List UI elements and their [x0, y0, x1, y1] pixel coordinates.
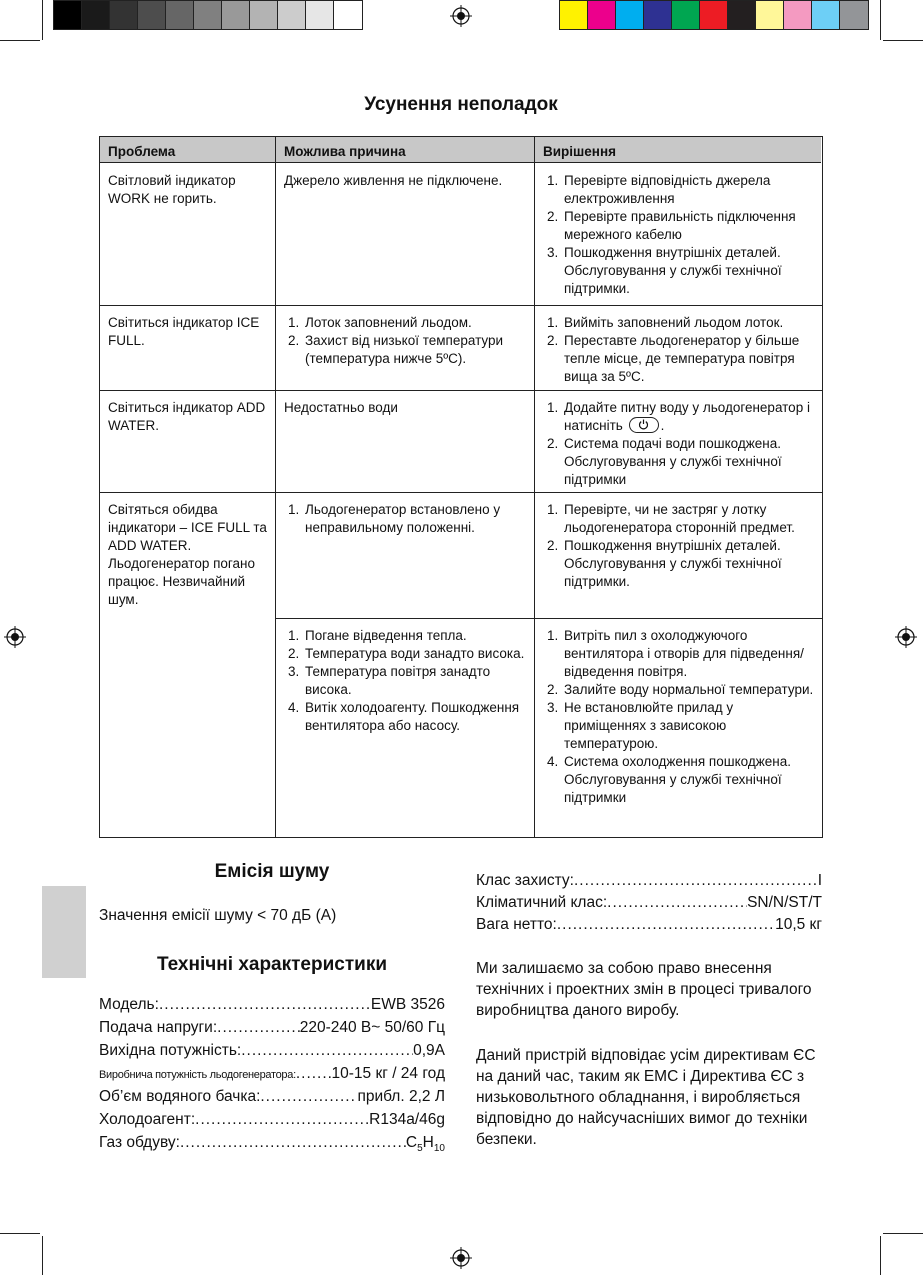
- spec-value: I: [817, 872, 822, 889]
- spec-label: Газ обдуву:: [99, 1134, 180, 1151]
- row4-causes-b: [276, 623, 534, 735]
- spec-value: $C_5H_{10}$: [405, 1134, 445, 1155]
- list-item: 2. Система подачі води пошкоджена. Обслуговування у службі технічної підтримки: [562, 435, 815, 489]
- list-item: 2. Пошкодження внутрішніх деталей. Обслуговування у службі технічної підтримки.: [562, 537, 815, 591]
- color-swatch-strip: [559, 0, 869, 30]
- list-item: 1. Витріть пил з охолоджуючого вентилятора і отворів для підведення/відведення повітря.: [562, 627, 815, 681]
- changes-note: Ми залишаємо за собою право внесення технічних і проектних змін в процесі тривалого виробництва даного виробу.: [476, 960, 812, 1019]
- list-item: 1. Льодогенератор встановлено у неправильному положенні.: [303, 501, 526, 537]
- row4-solutions-a: [535, 497, 823, 591]
- color-swatch: [250, 1, 278, 29]
- spec-label: Вага нетто:: [476, 916, 557, 933]
- registration-mark-icon: [450, 1247, 472, 1269]
- row4-problem: Світяться обидва індикатори – ICE FULL та ADD WATER. Льодогенератор погано працює. Незвичайний шум.: [108, 502, 267, 607]
- row1-cause: Джерело живлення не підключене.: [284, 173, 503, 188]
- row1-problem: Світловий індикатор WORK не горить.: [108, 173, 236, 206]
- spec-tank: [99, 1088, 445, 1110]
- list-item: 3. Не встановлюйте прилад у приміщеннях з зависокою температурою.: [562, 699, 815, 753]
- crop-mark: [42, 1236, 43, 1275]
- crop-mark: [42, 0, 43, 40]
- header-cause: Можлива причина: [276, 137, 535, 163]
- list-item: 1. Лоток заповнений льодом.: [303, 314, 526, 332]
- compliance-note: Даний пристрій відповідає усім директивам ЄС на даний час, таким як EMC і Директива ЄС з низьковольтного обладнання, і виробляється відповідно до найсучасніших вимог до техніки безпеки.: [476, 1047, 816, 1148]
- grayscale-swatch-strip: [53, 0, 363, 30]
- spec-value: 10-15 кг / 24 год: [331, 1065, 445, 1082]
- row2-problem: Світиться індикатор ICE FULL.: [108, 315, 260, 348]
- spec-label: Подача напруги:: [99, 1019, 218, 1036]
- color-swatch: [784, 1, 812, 29]
- specs-title: Технічні характеристики: [156, 954, 388, 975]
- color-swatch: [138, 1, 166, 29]
- list-item: 4. Витік холодоагенту. Пошкодження вентилятора або насосу.: [303, 699, 526, 735]
- color-swatch: [166, 1, 194, 29]
- spec-value: EWB 3526: [370, 996, 445, 1013]
- spec-label: Клас захисту:: [476, 872, 574, 889]
- crop-mark: [880, 1236, 881, 1275]
- color-swatch: [110, 1, 138, 29]
- list-item: 3. Температура повітря занадто висока.: [303, 663, 526, 699]
- power-button-icon: [629, 417, 659, 433]
- spec-capacity: [99, 1065, 445, 1087]
- row2-causes: [276, 310, 534, 368]
- header-solution: Вирішення: [535, 137, 821, 163]
- spec-label: Модель:: [99, 996, 159, 1013]
- color-swatch: [700, 1, 728, 29]
- registration-mark-icon: [895, 626, 917, 648]
- spec-value: 10,5 кг: [775, 916, 822, 933]
- spec-value: прибл. 2,2 Л: [357, 1088, 445, 1105]
- crop-mark: [883, 40, 923, 41]
- crop-mark: [880, 0, 881, 40]
- spec-gas: [99, 1134, 445, 1160]
- row4-solutions-b: [535, 623, 823, 807]
- row4-causes-a: [276, 497, 534, 537]
- color-swatch: [840, 1, 868, 29]
- crop-mark: [0, 1233, 40, 1234]
- spec-label: Виробнича потужність льодогенератора:: [99, 1069, 296, 1081]
- troubleshooting-title: Усунення неполадок: [364, 94, 558, 115]
- solution-text: Додайте питну воду у льодогенератор і натисніть: [564, 400, 810, 433]
- list-item: 2. Перевірте правильність підключення мережного кабелю: [562, 208, 815, 244]
- list-item: 1. Перевірте відповідність джерела електроживлення: [562, 172, 815, 208]
- spec-refrigerant: [99, 1111, 445, 1133]
- color-swatch: [306, 1, 334, 29]
- spec-value: SN/N/ST/T: [747, 894, 822, 911]
- row-divider: [275, 618, 822, 619]
- color-swatch: [588, 1, 616, 29]
- list-item: 2. Залийте воду нормальної температури.: [562, 681, 815, 699]
- row2-solutions: [535, 310, 823, 386]
- row-divider: [100, 390, 822, 391]
- spec-model: [99, 996, 445, 1018]
- row1-solutions: [535, 168, 823, 298]
- list-item: 3. Пошкодження внутрішніх деталей. Обслуговування у службі технічної підтримки.: [562, 244, 815, 298]
- list-item: 1. Перевірте, чи не застряг у лотку льодогенератора сторонній предмет.: [562, 501, 815, 537]
- spec-label: Холодоагент:: [99, 1111, 196, 1128]
- row3-problem: Світиться індикатор ADD WATER.: [108, 400, 266, 433]
- side-tab: [42, 886, 86, 978]
- list-item: 2. Температура води занадто висока.: [303, 645, 526, 663]
- spec-label: Кліматичний клас:: [476, 894, 608, 911]
- row-divider: [100, 492, 822, 493]
- spec-value: R134a/46g: [369, 1111, 445, 1128]
- color-swatch: [756, 1, 784, 29]
- noise-text: Значення емісії шуму < 70 дБ (A): [99, 907, 337, 924]
- spec-climate: [476, 894, 822, 916]
- header-problem: Проблема: [100, 137, 276, 163]
- color-swatch: [560, 1, 588, 29]
- troubleshooting-table: [99, 136, 823, 838]
- solution-text-end: .: [660, 418, 665, 433]
- color-swatch: [812, 1, 840, 29]
- color-swatch: [194, 1, 222, 29]
- row3-solutions: [535, 395, 823, 489]
- list-item: [562, 399, 815, 435]
- crop-mark: [883, 1233, 923, 1234]
- spec-protection: [476, 872, 822, 894]
- list-item: 2. Переставте льодогенератор у більше тепле місце, де температура повітря вища за 5ºC.: [562, 332, 815, 386]
- row-divider: [100, 305, 822, 306]
- crop-mark: [0, 40, 40, 41]
- spec-weight: [476, 916, 822, 938]
- color-swatch: [644, 1, 672, 29]
- spec-voltage: [99, 1019, 445, 1041]
- color-swatch: [82, 1, 110, 29]
- color-swatch: [54, 1, 82, 29]
- registration-mark-icon: [450, 5, 472, 27]
- spec-label: Вихідна потужність:: [99, 1042, 242, 1059]
- spec-power: [99, 1042, 445, 1064]
- spec-value: 0,9А: [413, 1042, 445, 1059]
- color-swatch: [334, 1, 362, 29]
- list-item: 1. Погане відведення тепла.: [303, 627, 526, 645]
- color-swatch: [222, 1, 250, 29]
- spec-label: Об’єм водяного бачка:: [99, 1088, 261, 1105]
- list-item: 4. Система охолодження пошкоджена. Обслуговування у службі технічної підтримки: [562, 753, 815, 807]
- row3-cause: Недостатньо води: [284, 400, 398, 415]
- list-item: 1. Вийміть заповнений льодом лоток.: [562, 314, 815, 332]
- registration-mark-icon: [4, 626, 26, 648]
- list-item: 2. Захист від низької температури (температура нижче 5ºC).: [303, 332, 526, 368]
- noise-title: Емісія шуму: [214, 861, 330, 882]
- color-swatch: [278, 1, 306, 29]
- color-swatch: [616, 1, 644, 29]
- spec-value: 220-240 В~ 50/60 Гц: [299, 1019, 445, 1036]
- color-swatch: [672, 1, 700, 29]
- color-swatch: [728, 1, 756, 29]
